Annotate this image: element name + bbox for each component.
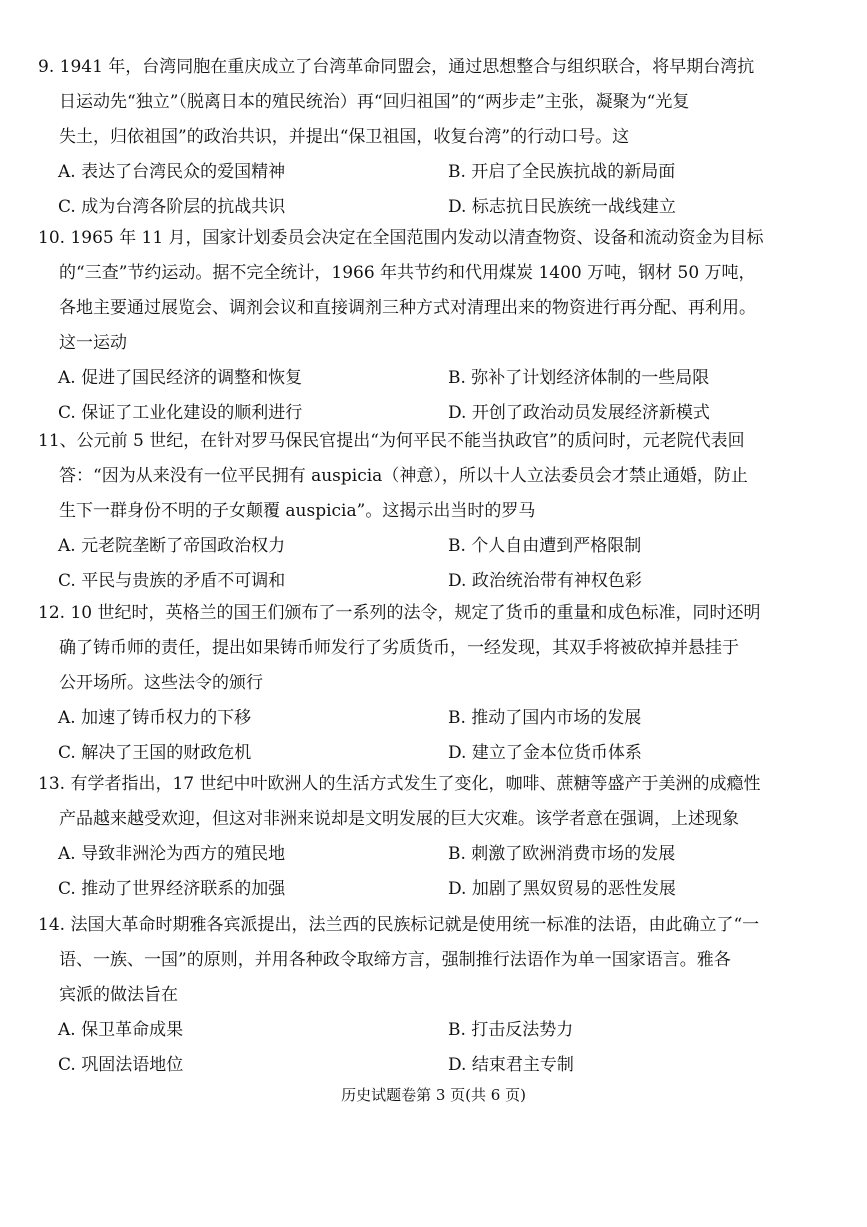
option-d: D. 建立了金本位货币体系: [448, 743, 642, 763]
question-text-line: 12. 10 世纪时，英格兰的国王们颁布了一系列的法令，规定了货币的重量和成色标准，同时还明: [38, 603, 761, 623]
question-text-line: 公开场所。这些法令的颁行: [59, 673, 263, 693]
option-c: C. 保证了工业化建设的顺利进行: [58, 403, 303, 423]
option-row: [38, 155, 798, 190]
option-d: D. 开创了政治动员发展经济新模式: [448, 403, 710, 423]
question-text-line: 语、一族、一国”的原则，并用各种政令取缔方言，强制推行法语作为单一国家语言。雅各: [59, 950, 731, 970]
question-11: [38, 424, 798, 599]
option-row: [38, 1013, 798, 1048]
option-d: D. 结束君主专制: [448, 1055, 574, 1075]
question-text-line: 失土，归依祖国”的政治共识，并提出“保卫祖国，收复台湾”的行动口号。这: [59, 127, 630, 147]
question-9: [38, 50, 798, 225]
option-row: [38, 701, 798, 736]
question-text-line: 10. 1965 年 11 月，国家计划委员会决定在全国范围内发动以清查物资、设备和流动资金为目标: [38, 228, 764, 248]
option-c: C. 解决了王国的财政危机: [58, 743, 252, 763]
question-14: [38, 908, 798, 1083]
option-a: A. 元老院垄断了帝国政治权力: [58, 536, 286, 556]
option-c: C. 巩固法语地位: [58, 1055, 184, 1075]
option-row: [38, 1048, 798, 1083]
option-row: [38, 837, 798, 872]
question-text-line: 答：“因为从来没有一位平民拥有 auspicia（神意），所以十人立法委员会才禁止通婚，防止: [59, 466, 748, 486]
question-text-line: 11、公元前 5 世纪，在针对罗马保民官提出“为何平民不能当执政官”的质问时，元老院代表回: [38, 431, 745, 451]
question-10: [38, 221, 798, 431]
option-b: B. 打击反法势力: [448, 1020, 574, 1040]
question-text-line: 确了铸币师的责任，提出如果铸币师发行了劣质货币，一经发现，其双手将被砍掉并悬挂于: [59, 638, 739, 658]
question-13: [38, 767, 798, 907]
option-row: [38, 361, 798, 396]
question-text-line: 的“三查”节约运动。据不完全统计，1966 年共节约和代用煤炭 1400 万吨，钢材 50 万吨，: [59, 263, 756, 283]
question-text-line: 日运动先“独立”（脱离日本的殖民统治）再“回归祖国”的“两步走”主张，凝聚为“光复: [59, 92, 690, 112]
option-a: A. 保卫革命成果: [58, 1020, 184, 1040]
question-12: [38, 596, 798, 771]
option-a: A. 促进了国民经济的调整和恢复: [58, 368, 303, 388]
option-a: A. 导致非洲沦为西方的殖民地: [58, 844, 286, 864]
option-a: A. 加速了铸币权力的下移: [58, 708, 252, 728]
page-footer: 历史试题卷第 3 页(共 6 页): [341, 1086, 526, 1104]
question-text-line: 产品越来越受欢迎，但这对非洲来说却是文明发展的巨大灾难。该学者意在强调，上述现象: [59, 809, 739, 829]
option-row: [38, 190, 798, 225]
question-text-line: 生下一群身份不明的子女颠覆 auspicia”。这揭示出当时的罗马: [59, 501, 536, 521]
question-text-line: 9. 1941 年，台湾同胞在重庆成立了台湾革命同盟会，通过思想整合与组织联合，将早期台湾抗: [38, 57, 755, 77]
option-row: [38, 736, 798, 771]
question-text-line: 13. 有学者指出，17 世纪中叶欧洲人的生活方式发生了变化，咖啡、蔗糖等盛产于美洲的成瘾性: [38, 774, 761, 794]
option-d: D. 政治统治带有神权色彩: [448, 571, 642, 591]
option-a: A. 表达了台湾民众的爱国精神: [58, 162, 286, 182]
option-b: B. 开启了全民族抗战的新局面: [448, 162, 676, 182]
option-row: [38, 564, 798, 599]
option-row: [38, 872, 798, 907]
option-b: B. 弥补了计划经济体制的一些局限: [448, 368, 710, 388]
option-d: D. 加剧了黑奴贸易的恶性发展: [448, 879, 676, 899]
question-text-line: 宾派的做法旨在: [59, 985, 178, 1005]
question-text-line: 14. 法国大革命时期雅各宾派提出，法兰西的民族标记就是使用统一标准的法语，由此确立了“一: [38, 915, 760, 935]
question-text-line: 这一运动: [59, 333, 127, 353]
option-b: B. 刺激了欧洲消费市场的发展: [448, 844, 676, 864]
option-row: [38, 529, 798, 564]
option-c: C. 成为台湾各阶层的抗战共识: [58, 197, 286, 217]
option-d: D. 标志抗日民族统一战线建立: [448, 197, 676, 217]
question-text-line: 各地主要通过展览会、调剂会议和直接调剂三种方式对清理出来的物资进行再分配、再利用。: [59, 298, 756, 318]
option-b: B. 个人自由遭到严格限制: [448, 536, 642, 556]
option-b: B. 推动了国内市场的发展: [448, 708, 642, 728]
option-c: C. 平民与贵族的矛盾不可调和: [58, 571, 286, 591]
option-c: C. 推动了世界经济联系的加强: [58, 879, 286, 899]
